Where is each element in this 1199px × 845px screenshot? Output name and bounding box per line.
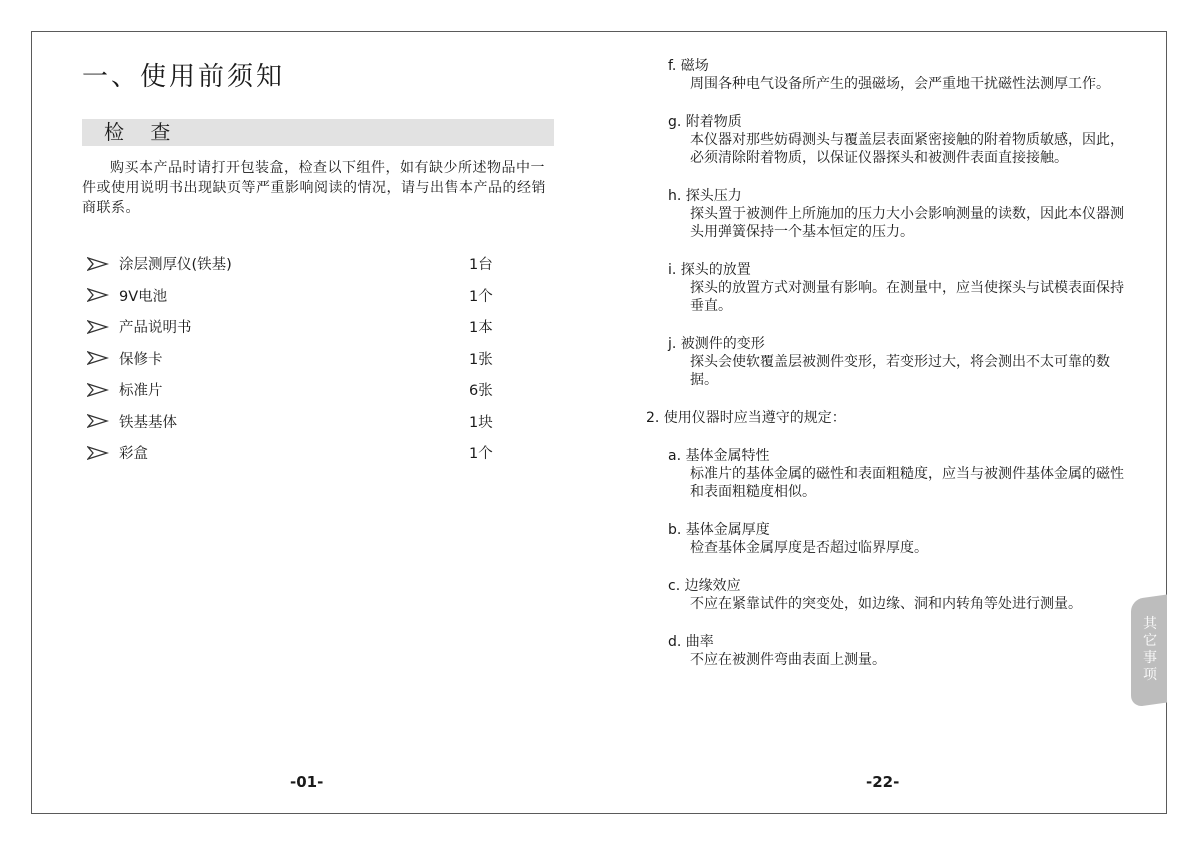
subitem-title: f. 磁场 <box>668 58 709 74</box>
subitem-body: 检查基体金属厚度是否超过临界厚度。 <box>690 540 928 556</box>
list-item <box>82 248 562 280</box>
subitem-magnetic-field <box>668 57 1126 93</box>
chapter-title: 一、使用前须知 <box>82 62 286 92</box>
subitem-title: h. 探头压力 <box>668 188 742 204</box>
subitem-title: a. 基体金属特性 <box>668 448 770 464</box>
intro-paragraph: 购买本产品时请打开包装盒，检查以下组件，如有缺少所述物品中一件或使用说明书出现缺页等严重影响阅读的情况，请与出售本产品的经销商联系。 <box>82 160 546 216</box>
item-name: 标准片 <box>119 383 163 400</box>
arrow-bullet-icon <box>87 288 109 302</box>
subitem-attached-matter <box>668 113 1126 167</box>
arrow-bullet-icon <box>87 257 109 271</box>
subitem-body: 本仪器对那些妨碍测头与覆盖层表面紧密接触的附着物质敏感，因此，必须清除附着物质，以保证仪器探头和被测件表面直接接触。 <box>690 132 1124 166</box>
left-page <box>82 56 562 469</box>
arrow-bullet-icon <box>87 383 109 397</box>
item-qty: 1台 <box>469 257 493 274</box>
subitem-body: 不应在紧靠试件的突变处，如边缘、洞和内转角等处进行测量。 <box>690 596 1082 612</box>
subitem-body: 不应在被测件弯曲表面上测量。 <box>690 652 886 668</box>
list-item <box>82 343 562 375</box>
subitem-title: j. 被测件的变形 <box>668 336 765 352</box>
subitem-body: 探头的放置方式对测量有影响。在测量中，应当使探头与试模表面保持垂直。 <box>690 280 1124 314</box>
list-item <box>82 280 562 312</box>
subitem-title: g. 附着物质 <box>668 114 742 130</box>
item-name: 保修卡 <box>119 351 163 368</box>
arrow-bullet-icon <box>87 446 109 460</box>
item-qty: 1张 <box>469 351 493 368</box>
subitem-deformation <box>668 335 1126 389</box>
section-title: 检 查 <box>104 120 181 144</box>
item-qty: 1块 <box>469 414 493 431</box>
subitem-body: 探头置于被测件上所施加的压力大小会影响测量的读数，因此本仪器测头用弹簧保持一个基本恒定的压力。 <box>690 206 1124 240</box>
subitem-title: b. 基体金属厚度 <box>668 522 770 538</box>
subitem-body: 周围各种电气设备所产生的强磁场，会严重地干扰磁性法测厚工作。 <box>690 76 1110 92</box>
subitem-edge-effect <box>668 577 1126 613</box>
side-tab-label: 其它事项 <box>1143 616 1157 683</box>
list-item <box>82 374 562 406</box>
subitem-body: 标准片的基体金属的磁性和表面粗糙度，应当与被测件基体金属的磁性和表面粗糙度相似。 <box>690 466 1124 500</box>
right-page <box>646 57 1126 689</box>
subitem-base-metal-thickness <box>668 521 1126 557</box>
list-item <box>82 406 562 438</box>
component-list <box>82 248 562 469</box>
item-name: 9V电池 <box>119 288 168 305</box>
arrow-bullet-icon <box>87 320 109 334</box>
arrow-bullet-icon <box>87 414 109 428</box>
section-2-title: 2. 使用仪器时应当遵守的规定： <box>646 410 846 426</box>
section-bar <box>82 119 554 146</box>
subitem-title: d. 曲率 <box>668 634 714 650</box>
item-name: 彩盒 <box>119 446 148 463</box>
subitem-title: c. 边缘效应 <box>668 578 741 594</box>
item-qty: 1个 <box>469 288 493 305</box>
item-name: 产品说明书 <box>119 320 192 337</box>
item-qty: 1本 <box>469 320 493 337</box>
item-qty: 1个 <box>469 446 493 463</box>
page-number-left: -01- <box>290 773 324 791</box>
list-item <box>82 437 562 469</box>
subitem-probe-placement <box>668 261 1126 315</box>
subitem-body: 探头会使软覆盖层被测件变形，若变形过大，将会测出不太可靠的数据。 <box>690 354 1110 388</box>
subitem-curvature <box>668 633 1126 669</box>
item-name: 铁基基体 <box>119 414 177 431</box>
arrow-bullet-icon <box>87 351 109 365</box>
page-number-right: -22- <box>866 773 900 791</box>
item-qty: 6张 <box>469 383 493 400</box>
item-name: 涂层测厚仪(铁基) <box>119 257 232 274</box>
subitem-base-metal-property <box>668 447 1126 501</box>
subitem-title: i. 探头的放置 <box>668 262 751 278</box>
list-item <box>82 311 562 343</box>
subitem-probe-pressure <box>668 187 1126 241</box>
